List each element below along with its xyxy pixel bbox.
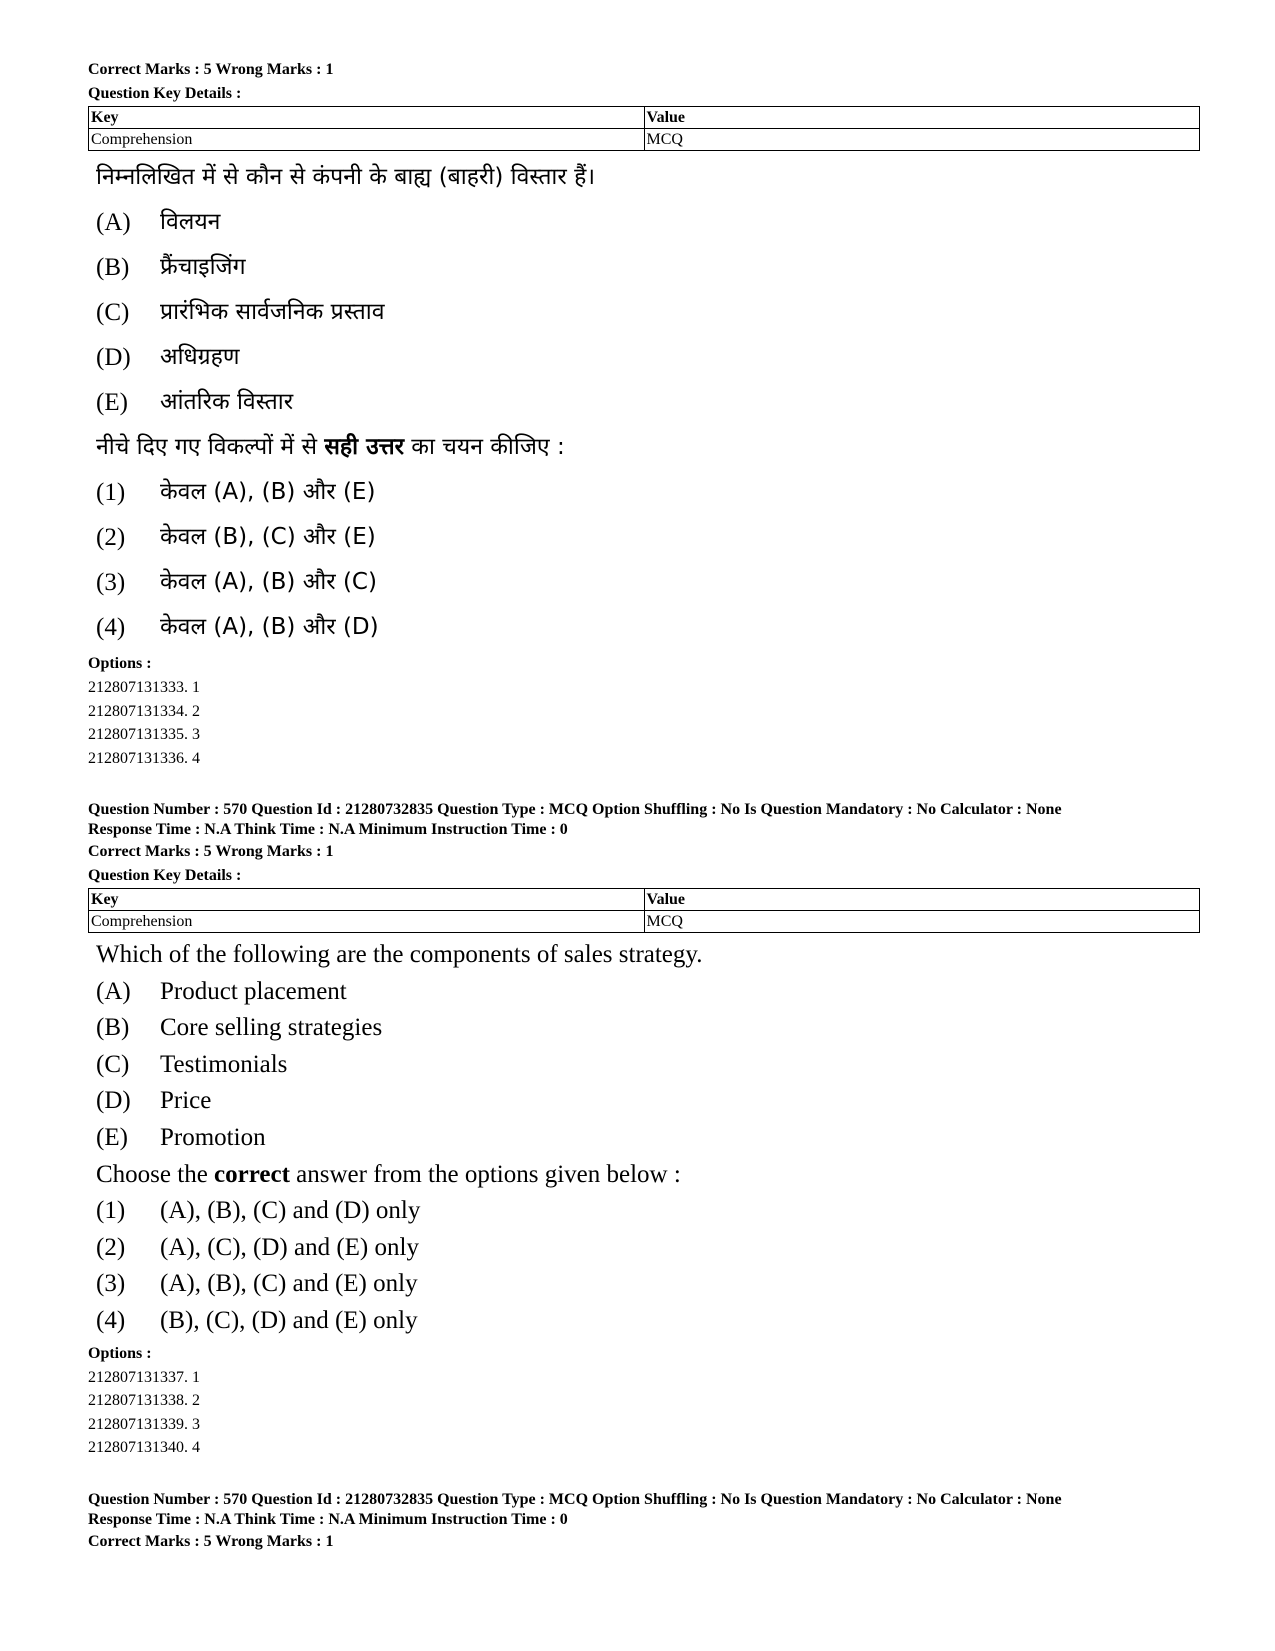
choice-text: (B), (C), (D) and (E) only: [160, 1306, 418, 1334]
choice-text: केवल (B), (C) और (E): [160, 524, 376, 550]
choice-label: (4): [96, 614, 126, 641]
choice-label: (4): [96, 1306, 126, 1334]
option-id: 212807131334. 2: [88, 702, 200, 720]
statement-label: (E): [96, 1123, 128, 1151]
choice-text: (A), (C), (D) and (E) only: [160, 1233, 419, 1261]
statement-text: Product placement: [160, 977, 347, 1005]
instruction-emphasis: सही उत्तर: [324, 434, 404, 460]
table-row: [89, 911, 1200, 933]
timing-line: Response Time : N.A Think Time : N.A Minimum Instruction Time : 0: [88, 1510, 568, 1528]
option-id: 212807131335. 3: [88, 726, 200, 743]
statement-item: [96, 1083, 1200, 1120]
table-cell: Value: [644, 107, 1200, 129]
answer-choice: [96, 470, 1200, 515]
question-block-1: [88, 58, 1200, 770]
key-details-label: Question Key Details :: [88, 867, 242, 884]
key-details-table: [88, 888, 1200, 933]
answer-choice: [96, 560, 1200, 605]
question-body-hindi: [88, 155, 1200, 650]
choice-label: (3): [96, 569, 126, 596]
question-stem: Which of the following are the components of sales strategy.: [96, 941, 703, 968]
statement-text: अधिग्रहण: [160, 344, 240, 370]
statement-text: फ्रैंचाइजिंग: [160, 254, 246, 280]
choice-text: (A), (B), (C) and (D) only: [160, 1197, 421, 1225]
statement-item: [96, 335, 1200, 380]
statement-text: Core selling strategies: [160, 1014, 383, 1042]
instruction-text: नीचे दिए गए विकल्पों में से: [96, 434, 325, 460]
statement-item: [96, 245, 1200, 290]
answer-instruction: [96, 425, 1200, 470]
table-header-row: [89, 889, 1200, 911]
statement-label: (B): [96, 254, 130, 281]
statement-text: आंतरिक विस्तार: [160, 389, 294, 415]
choice-label: (1): [96, 479, 126, 506]
table-cell: Key: [89, 107, 645, 129]
statement-label: (C): [96, 299, 130, 326]
statement-item: [96, 290, 1200, 335]
answer-choice: [96, 605, 1200, 650]
marks-line: Correct Marks : 5 Wrong Marks : 1: [88, 843, 334, 860]
table-cell: Key: [89, 889, 645, 911]
choice-text: केवल (A), (B) और (E): [160, 479, 376, 505]
statement-label: (C): [96, 1050, 130, 1078]
spacer: [88, 770, 1200, 800]
answer-choice: [96, 515, 1200, 560]
statement-item: [96, 1047, 1200, 1084]
instruction-emphasis: correct: [214, 1160, 290, 1188]
options-label: Options :: [88, 1344, 152, 1362]
choice-text: केवल (A), (B) और (D): [160, 614, 379, 640]
choice-label: (1): [96, 1197, 126, 1225]
statement-item: [96, 1120, 1200, 1157]
answer-choice: [96, 1303, 1200, 1340]
statement-label: (A): [96, 977, 131, 1005]
answer-choice: [96, 1230, 1200, 1267]
timing-line: Response Time : N.A Think Time : N.A Minimum Instruction Time : 0: [88, 821, 568, 838]
choice-label: (3): [96, 1270, 126, 1298]
option-id: 212807131336. 4: [88, 749, 200, 767]
marks-line: Correct Marks : 5 Wrong Marks : 1: [88, 61, 334, 78]
statement-item: [96, 974, 1200, 1011]
options-label: Options :: [88, 655, 152, 672]
statement-text: विलयन: [160, 209, 221, 235]
choice-label: (2): [96, 1233, 126, 1261]
key-details-table: [88, 106, 1200, 151]
question-header: Question Number : 570 Question Id : 21280732835 Question Type : MCQ Option Shuffling : No Is Question Mandatory : No Calculator : None: [88, 801, 1062, 818]
statement-item: [96, 380, 1200, 425]
statement-label: (D): [96, 344, 131, 371]
question-header: Question Number : 570 Question Id : 21280732835 Question Type : MCQ Option Shuffling : No Is Question Mandatory : No Calculator : None: [88, 1490, 1062, 1508]
table-row: [89, 129, 1200, 151]
question-stem: निम्नलिखित में से कौन से कंपनी के बाह्य (बाहरी) विस्तार हैं।: [96, 164, 596, 190]
spacer: [88, 1460, 1200, 1490]
answer-choice: [96, 1266, 1200, 1303]
statement-text: प्रारंभिक सार्वजनिक प्रस्ताव: [160, 299, 385, 325]
answer-choice: [96, 1193, 1200, 1230]
option-id: 212807131337. 1: [88, 1368, 200, 1386]
option-id: 212807131340. 4: [88, 1439, 200, 1457]
key-details-label: Question Key Details :: [88, 85, 242, 102]
table-cell: Comprehension: [89, 129, 645, 151]
statement-item: [96, 1010, 1200, 1047]
choice-text: केवल (A), (B) और (C): [160, 569, 377, 595]
table-cell: MCQ: [644, 911, 1200, 933]
marks-line: Correct Marks : 5 Wrong Marks : 1: [88, 1532, 334, 1550]
instruction-text: answer from the options given below :: [289, 1160, 681, 1188]
choice-text: (A), (B), (C) and (E) only: [160, 1270, 418, 1298]
statement-label: (B): [96, 1014, 130, 1042]
question-block-2: [88, 800, 1200, 1460]
statement-label: (D): [96, 1087, 131, 1115]
statement-text: Promotion: [160, 1123, 266, 1151]
question-block-3: [88, 1490, 1200, 1554]
statement-label: (A): [96, 209, 131, 236]
document-page: [88, 58, 1200, 1554]
statement-text: Price: [160, 1087, 212, 1115]
instruction-text: Choose the: [96, 1160, 215, 1188]
option-id: 212807131333. 1: [88, 679, 200, 696]
table-header-row: [89, 107, 1200, 129]
table-cell: Comprehension: [89, 911, 645, 933]
instruction-text: का चयन कीजिए :: [404, 434, 565, 460]
option-id: 212807131338. 2: [88, 1392, 200, 1410]
question-body-english: [88, 937, 1200, 1340]
answer-instruction: [96, 1157, 1200, 1194]
statement-label: (E): [96, 389, 128, 416]
statement-text: Testimonials: [160, 1050, 288, 1078]
choice-label: (2): [96, 524, 126, 551]
statement-item: [96, 200, 1200, 245]
table-cell: MCQ: [644, 129, 1200, 151]
table-cell: Value: [644, 889, 1200, 911]
option-id: 212807131339. 3: [88, 1415, 200, 1433]
